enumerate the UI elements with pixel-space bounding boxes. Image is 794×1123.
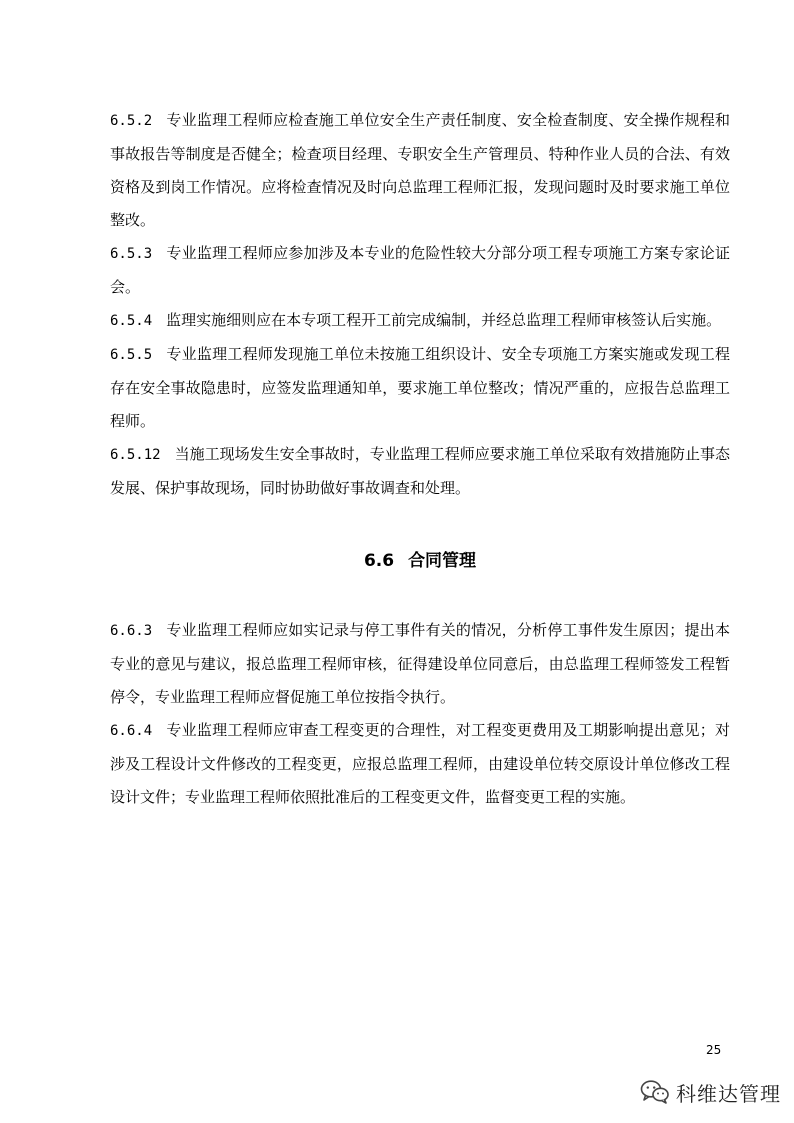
clause-6-5-12 — [110, 438, 730, 505]
clause-text: 专业监理工程师应参加涉及本专业的危险性较大分部分项工程专项施工方案专家论证会。 — [110, 244, 730, 296]
clause-text: 专业监理工程师应检查施工单位安全生产责任制度、安全检查制度、安全操作规程和事故报告等制度是否健全；检查项目经理、专职安全生产管理员、特种作业人员的合法、有效资格及到岗工作情况。应将检查情况及时向总监理工程师汇报，发现问题时及时要求施工单位整改。 — [110, 111, 730, 229]
clause-6-5-4 — [110, 304, 730, 338]
page-number: 25 — [706, 1043, 722, 1057]
clause-number: 6.5.5 — [110, 347, 153, 363]
document-body — [110, 104, 730, 814]
clause-text: 当施工现场发生安全事故时，专业监理工程师应要求施工单位采取有效措施防止事态发展、保护事故现场，同时协助做好事故调查和处理。 — [110, 445, 730, 497]
clause-number: 6.5.2 — [110, 113, 153, 129]
clause-number: 6.5.12 — [110, 447, 161, 463]
watermark-text: 科维达管理 — [676, 1081, 781, 1106]
clause-number: 6.5.4 — [110, 313, 153, 329]
watermark — [640, 1074, 781, 1110]
clause-6-5-2 — [110, 104, 730, 237]
clause-text: 监理实施细则应在本专项工程开工前完成编制，并经总监理工程师审核签认后实施。 — [166, 311, 722, 329]
clause-number: 6.6.4 — [110, 723, 153, 739]
clause-number: 6.6.3 — [110, 623, 153, 639]
clause-6-6-3 — [110, 614, 730, 714]
clause-text: 专业监理工程师发现施工单位未按施工组织设计、安全专项施工方案实施或发现工程存在安全事故隐患时，应签发监理通知单，要求施工单位整改；情况严重的，应报告总监理工程师。 — [110, 345, 730, 430]
clause-6-5-5 — [110, 338, 730, 438]
clause-6-6-4 — [110, 714, 730, 814]
clause-text: 专业监理工程师应如实记录与停工事件有关的情况，分析停工事件发生原因；提出本专业的意见与建议，报总监理工程师审核，征得建设单位同意后，由总监理工程师签发工程暂停令，专业监理工程师应督促施工单位按指令执行。 — [110, 621, 730, 706]
clause-text: 专业监理工程师应审查工程变更的合理性，对工程变更费用及工期影响提出意见；对涉及工程设计文件修改的工程变更，应报总监理工程师，由建设单位转交原设计单位修改工程设计文件；专业监理工程师依照批准后的工程变更文件，监督变更工程的实施。 — [110, 721, 730, 806]
wechat-icon — [640, 1079, 670, 1105]
section-title-text: 合同管理 — [408, 551, 477, 571]
clause-6-5-3 — [110, 237, 730, 304]
section-number: 6.6 — [363, 551, 395, 571]
section-heading — [110, 545, 730, 578]
clause-number: 6.5.3 — [110, 246, 153, 262]
